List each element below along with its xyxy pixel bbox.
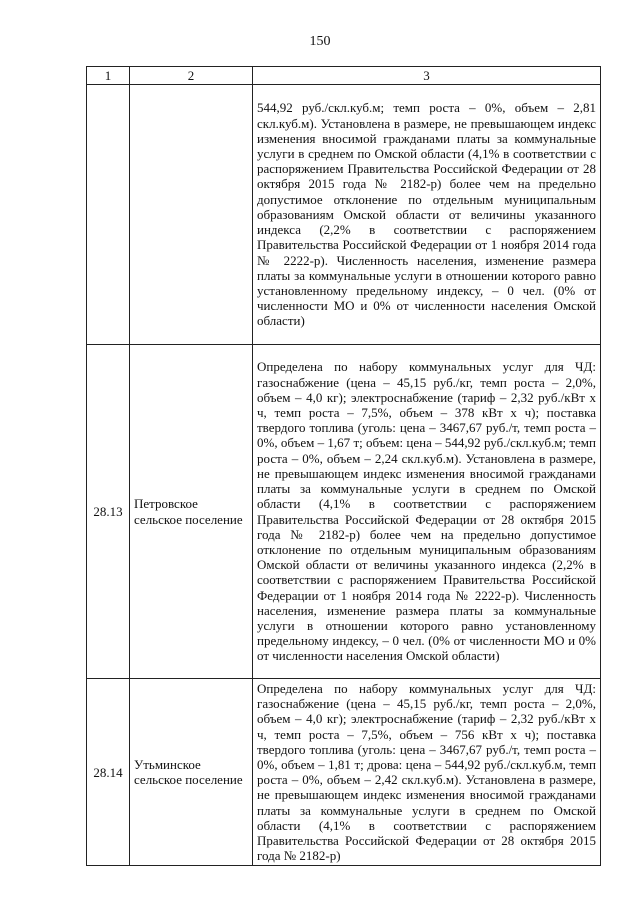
table-row [87, 345, 601, 679]
row-description: Определена по набору коммунальных услуг для ЧД: газоснабжение (цена – 45,15 руб./кг, темп роста – 2,0%, объем – 4,0 кг); электроснабжение (тариф – 2,32 руб./кВт х ч, темп роста – 7,5%, объем – 756 кВт х ч); поставка твердого топлива (уголь: цена – 3467,67 руб./т, темп роста – 0%, объем – 1,81 т; дрова: цена – 544,92 руб./скл.куб.м, темп роста – 0%, объем – 2,42 скл.куб.м). Установлена в размере, не превышающем индекс изменения вносимой гражданами платы за коммунальные услуги в среднем по Омской области (4,1% в соответствии с распоряжением Правительства Российской Федерации от 28 октября 2015 года № 2182-р) [253, 679, 601, 866]
row-description: Определена по набору коммунальных услуг для ЧД: газоснабжение (цена – 45,15 руб./кг, темп роста – 2,0%, объем – 4,0 кг); электроснабжение (тариф – 2,32 руб./кВт х ч, темп роста – 7,5%, объем – 378 кВт х ч); поставка твердого топлива (уголь: цена – 3467,67 руб./т, темп роста – 0%, объем – 1,67 т; объем: цена – 544,92 руб./скл.куб.м; темп роста – 0%, объем – 2,24 скл.куб.м). Установлена в размере, не превышающем индекс изменения вносимой гражданами платы за коммунальные услуги в среднем по Омской области (4,1% в соответствии с распоряжением Правительства Российской Федерации от 28 октября 2015 года № 2182-р) более чем на предельно допустимое отклонение по отдельным муниципальным образованиям Омской области от величины указанного индекса (2,2% в соответствии с распоряжением Правительства Российской Федерации от 1 ноября 2014 года № 2222-р). Численность населения, изменение размера платы за коммунальные услуги в отношении которого равно установленному предельному индексу, – 0 чел. (0% от численности МО и 0% от численности населения Омской области) [253, 345, 601, 679]
settlement-name: Утьминское сельское поселение [130, 679, 253, 866]
page-number: 150 [309, 34, 331, 49]
row-number [87, 85, 130, 345]
column-header: 1 [87, 67, 130, 85]
row-number: 28.14 [87, 679, 130, 866]
settlement-name [130, 85, 253, 345]
settlement-name: Петровское сельское поселение [130, 345, 253, 679]
row-description: 544,92 руб./скл.куб.м; темп роста – 0%, объем – 2,81 скл.куб.м). Установлена в размере, не превышающем индекс изменения вносимой гражданами платы за коммунальные услуги в среднем по Омской области (4,1% в соответствии с распоряжением Правительства Российской Федерации от 28 октября 2015 года № 2182-р) более чем на предельно допустимое отклонение по отдельным муниципальным образованиям Омской области от величины указанного индекса (2,2% в соответствии с распоряжением Правительства Российской Федерации от 1 ноября 2014 года № 2222-р). Численность населения, изменение размера платы за коммунальные услуги в отношении которого равно установленному предельному индексу, – 0 чел. (0% от численности МО и 0% от численности населения Омской области) [253, 85, 601, 345]
row-number: 28.13 [87, 345, 130, 679]
table-header-row [87, 67, 601, 85]
column-header: 2 [130, 67, 253, 85]
data-table [86, 66, 601, 866]
column-header: 3 [253, 67, 601, 85]
table-row [87, 85, 601, 345]
table-row [87, 679, 601, 866]
